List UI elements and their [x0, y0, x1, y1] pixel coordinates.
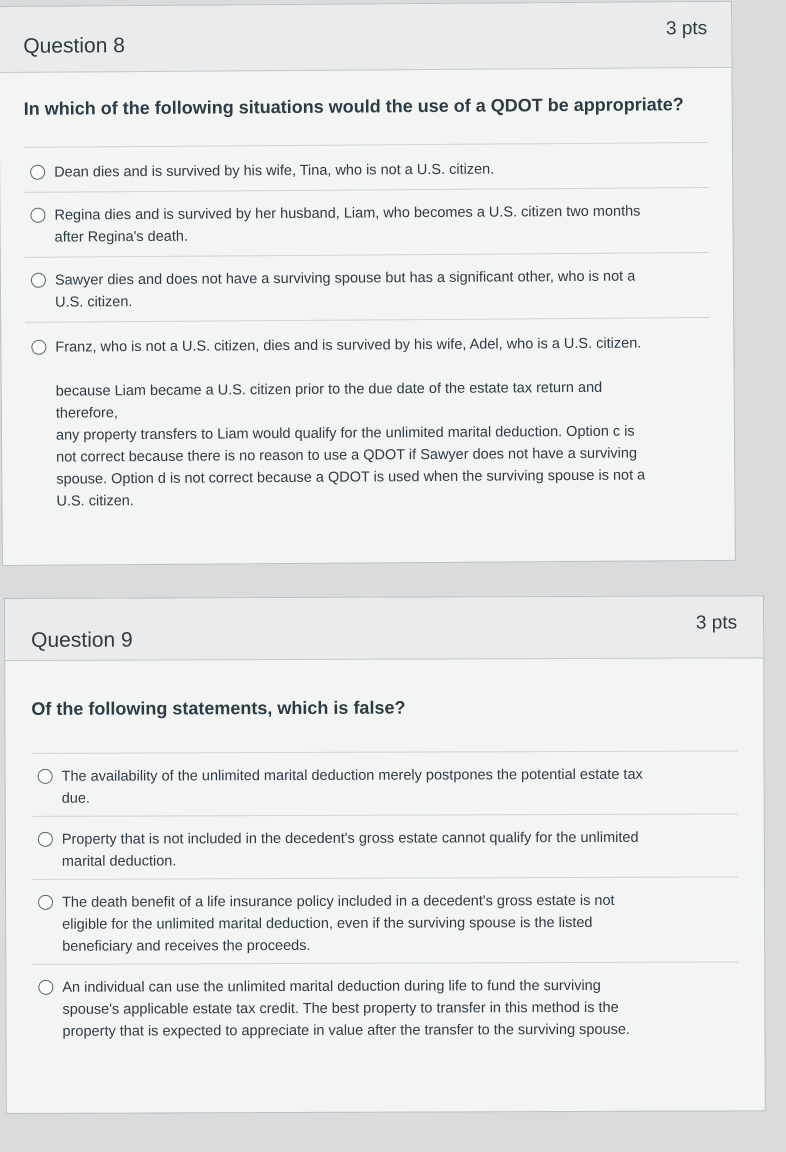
- question-8-prompt: In which of the following situations would the use of a QDOT be appropriate?: [23, 94, 684, 119]
- question-9-option-c[interactable]: [32, 876, 738, 963]
- question-8-title: Question 8: [23, 34, 125, 58]
- option-text: The availability of the unlimited marital deduction merely postpones the potential estate tax due.: [61, 766, 643, 807]
- radio-button[interactable]: [38, 832, 53, 847]
- question-8-points: 3 pts: [665, 18, 708, 40]
- question-9-option-b[interactable]: [32, 813, 738, 878]
- option-text: Sawyer dies and does not have a surviving spouse but has a significant other, who is not a U.S. citizen.: [54, 268, 636, 311]
- option-text: An individual can use the unlimited marital deduction during life to fund the surviving spouse's applicable estate tax credit. The best property to transfer in this method is the property that is expected to appreciate in value after the transfer to the surviving spouse.: [62, 977, 630, 1040]
- question-9-prompt: Of the following statements, which is false?: [31, 697, 406, 719]
- radio-button[interactable]: [30, 165, 45, 180]
- question-9-card: [4, 595, 766, 1114]
- radio-button[interactable]: [38, 980, 53, 995]
- question-8-option-b[interactable]: [24, 187, 708, 257]
- option-text: Dean dies and is survived by his wife, Tina, who is not a U.S. citizen.: [54, 161, 495, 181]
- radio-button[interactable]: [38, 769, 53, 784]
- answer-explanation: because Liam became a U.S. citizen prior to the due date of the estate tax return and therefore, any property transfers to Liam would qualify for the unlimited marital deduction. Option c is not correct because there is no reason to use a QDOT if Sawyer does not have a surviving spouse. Option d is not correct because a QDOT is used when the surviving spouse is not a U.S. citizen.: [55, 379, 646, 510]
- question-8-header: [0, 2, 731, 73]
- question-9-header: [5, 596, 763, 661]
- question-9-option-d[interactable]: [32, 961, 738, 1048]
- question-8-option-a[interactable]: [24, 142, 708, 192]
- radio-button[interactable]: [38, 895, 53, 910]
- question-9-title: Question 9: [31, 628, 133, 652]
- radio-button[interactable]: [31, 340, 46, 355]
- question-9-points: 3 pts: [695, 612, 738, 634]
- question-8-option-d[interactable]: [25, 317, 709, 367]
- option-text: Regina dies and is survived by her husband, Liam, who becomes a U.S. citizen two months after Regina's death.: [54, 203, 641, 246]
- radio-button[interactable]: [31, 273, 46, 288]
- option-text: Property that is not included in the decedent's gross estate cannot qualify for the unlimited marital deduction.: [61, 829, 639, 870]
- question-8-option-c[interactable]: [25, 252, 709, 322]
- question-9-option-a[interactable]: [32, 750, 738, 815]
- option-text: Franz, who is not a U.S. citizen, dies and is survived by his wife, Adel, who is a U.S. citizen.: [55, 335, 642, 356]
- question-8-card: [0, 1, 736, 566]
- radio-button[interactable]: [30, 208, 45, 223]
- option-text: The death benefit of a life insurance policy included in a decedent's gross estate is not eligible for the unlimited marital deduction, even if the surviving spouse is the listed beneficiary and receives the proceeds.: [62, 892, 615, 955]
